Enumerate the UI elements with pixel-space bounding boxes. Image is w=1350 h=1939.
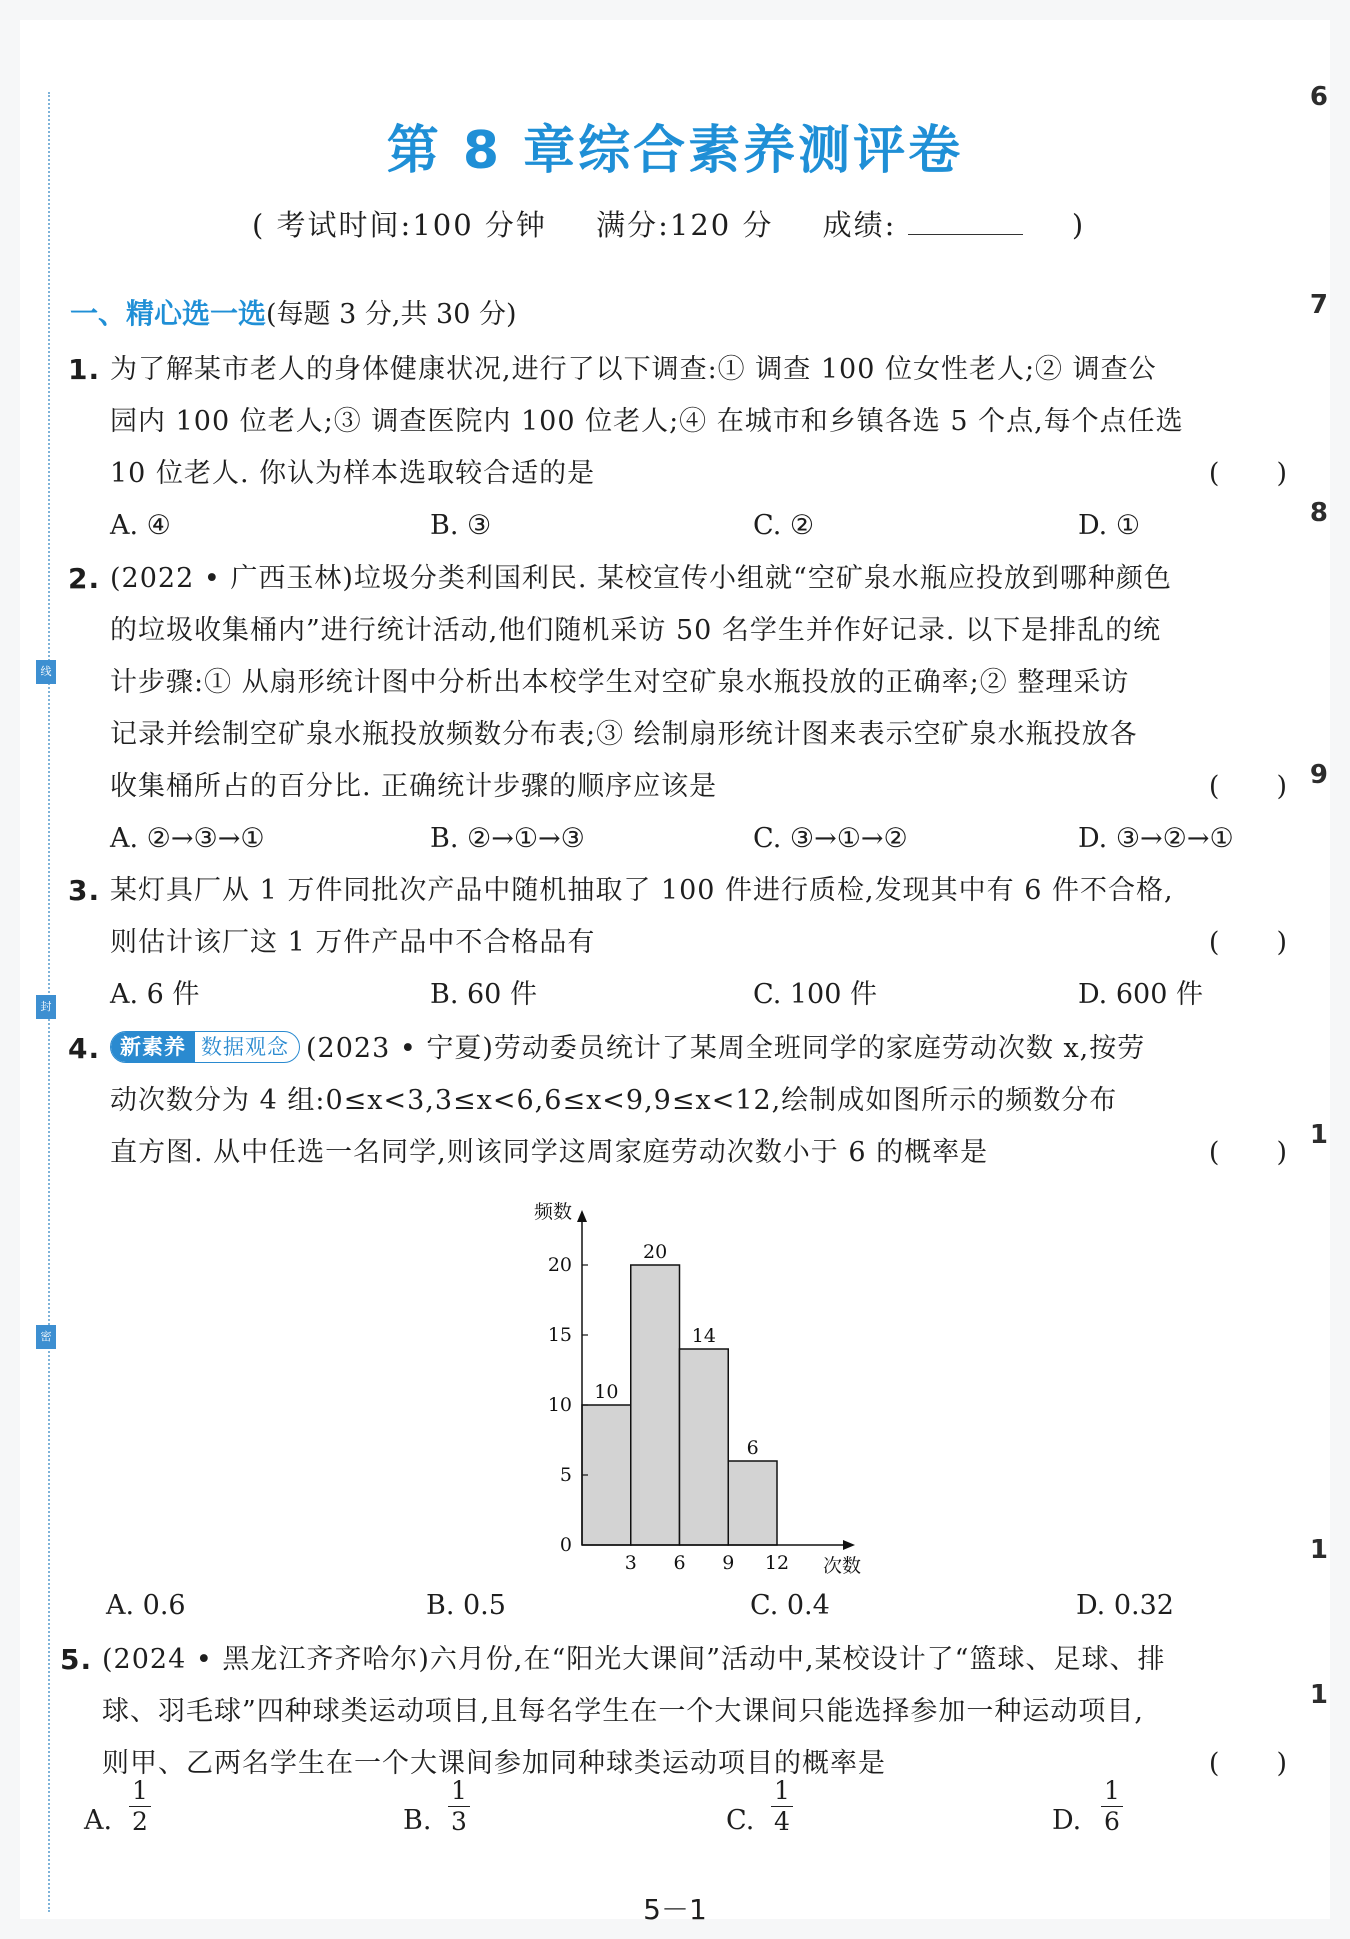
answer-parentheses[interactable]: ( ): [1208, 771, 1288, 802]
option-b[interactable]: B. 0.5: [426, 1590, 506, 1621]
info-close-paren: ): [1071, 208, 1086, 242]
x-axis-arrow: [843, 1540, 855, 1550]
option-a[interactable]: A. 0.6: [106, 1590, 186, 1621]
section-title: 一、精心选一选: [70, 297, 267, 330]
option-c[interactable]: C. 0.4: [750, 1590, 830, 1621]
bar-value-label: 14: [691, 1325, 716, 1347]
margin-marker: 封: [36, 995, 56, 1019]
histogram-bar: [582, 1405, 631, 1545]
histogram-bar: [728, 1461, 777, 1545]
question-number: 4.: [68, 1032, 101, 1065]
next-page-edge-digit: 1: [1309, 1120, 1328, 1150]
question-text-line: 计步骤:① 从扇形统计图中分析出本校学生对空矿泉水瓶投放的正确率;② 整理采访: [110, 667, 1130, 698]
option-d[interactable]: D. ③→②→①: [1078, 823, 1234, 854]
next-page-edge-digit: 9: [1309, 760, 1328, 790]
option-c-letter[interactable]: C.: [726, 1805, 755, 1836]
bar-value-label: 10: [594, 1381, 619, 1403]
question-text-line: 园内 100 位老人;③ 调查医院内 100 位老人;④ 在城市和乡镇各选 5 个点,每个点任选: [110, 406, 1184, 437]
y-tick-label: 20: [547, 1254, 572, 1276]
info-open-paren: (: [252, 208, 266, 242]
grade-blank[interactable]: [908, 208, 1023, 235]
y-tick-label: 5: [559, 1464, 572, 1486]
section-heading: [70, 292, 517, 332]
question-2: [68, 553, 1288, 865]
option-a[interactable]: A. 6 件: [110, 979, 200, 1010]
section-note: (每题 3 分,共 30 分): [266, 299, 517, 330]
margin-marker: 密: [36, 1325, 56, 1349]
margin-marker: 线: [36, 660, 56, 684]
fraction-numerator: 1: [132, 1776, 148, 1805]
x-axis-label: 次数: [823, 1555, 862, 1577]
y-tick-label: 15: [547, 1324, 572, 1346]
question-text-line: 为了解某市老人的身体健康状况,进行了以下调查:① 调查 100 位女性老人;② 调查公: [110, 354, 1157, 385]
option-b-letter[interactable]: B.: [403, 1805, 432, 1836]
x-tick-label: 9: [722, 1552, 735, 1574]
x-tick-label: 3: [624, 1552, 637, 1574]
y-tick-label: 0: [559, 1534, 572, 1556]
question-text-line: (2022 • 广西玉林)垃圾分类利国利民. 某校宣传小组就“空矿泉水瓶应投放到哪种颜色: [110, 563, 1172, 594]
question-text-line: 记录并绘制空矿泉水瓶投放频数分布表;③ 绘制扇形统计图来表示空矿泉水瓶投放各: [110, 719, 1138, 750]
question-number: 1.: [68, 353, 101, 386]
option-b[interactable]: B. 60 件: [430, 979, 537, 1010]
exam-grade-label: 成绩:: [822, 208, 897, 242]
option-d-letter[interactable]: D.: [1052, 1805, 1082, 1836]
option-d[interactable]: D. 0.32: [1076, 1590, 1174, 1621]
answer-parentheses[interactable]: ( ): [1208, 1137, 1288, 1168]
option-b-fraction[interactable]: [451, 1776, 467, 1837]
badge-secondary-label: 数据观念: [201, 1034, 289, 1059]
question-text-content: (2023 • 宁夏)劳动委员统计了某周全班同学的家庭劳动次数 x,按劳: [306, 1033, 1146, 1064]
question-text-line: 则甲、乙两名学生在一个大课间参加同种球类运动项目的概率是: [102, 1748, 886, 1779]
question-text-line: 则估计该厂这 1 万件产品中不合格品有: [110, 927, 596, 958]
y-axis-arrow: [577, 1210, 587, 1222]
exam-full-score: 满分:120 分: [596, 208, 774, 242]
question-text-line: 动次数分为 4 组:0≤x<3,3≤x<6,6≤x<9,9≤x<12,绘制成如图所示的频数分布: [110, 1085, 1118, 1116]
question-number: 2.: [68, 562, 101, 595]
page-title: 第 8 章综合素养测评卷: [386, 121, 964, 181]
next-page-edge-digit: 7: [1309, 290, 1328, 320]
x-tick-label: 12: [764, 1552, 790, 1574]
exam-time: 考试时间:100 分钟: [276, 208, 547, 242]
next-page-edge-digit: 6: [1309, 82, 1328, 112]
next-page-edge-digit: 1: [1309, 1680, 1328, 1710]
fraction-denominator: 3: [451, 1807, 467, 1836]
option-c[interactable]: C. ③→①→②: [753, 823, 908, 854]
option-c[interactable]: C. 100 件: [753, 979, 877, 1010]
bar-value-label: 6: [746, 1437, 759, 1459]
option-c-fraction[interactable]: [774, 1776, 790, 1837]
exam-info: [252, 203, 1085, 244]
histogram-bar: [680, 1349, 729, 1545]
option-c[interactable]: C. ②: [753, 510, 815, 541]
question-3: [68, 865, 1288, 1021]
question-number: 3.: [68, 874, 101, 907]
question-5: [60, 1634, 1288, 1790]
fraction-denominator: 4: [774, 1807, 790, 1836]
question-text-line: 收集桶所占的百分比. 正确统计步骤的顺序应该是: [110, 771, 718, 802]
fraction-numerator: 1: [451, 1776, 467, 1805]
question-1: [68, 344, 1288, 552]
fraction-denominator: 2: [132, 1807, 148, 1836]
y-axis-label: 频数: [533, 1201, 572, 1223]
answer-parentheses[interactable]: ( ): [1208, 1748, 1288, 1779]
option-a[interactable]: A. ④: [110, 510, 171, 541]
next-page-edge-digit: 1: [1309, 1535, 1328, 1565]
question-number: 5.: [60, 1643, 93, 1676]
answer-parentheses[interactable]: ( ): [1208, 458, 1288, 489]
question-text-line: 的垃圾收集桶内”进行统计活动,他们随机采访 50 名学生并作好记录. 以下是排乱的统: [110, 615, 1162, 646]
question-text-line: 球、羽毛球”四种球类运动项目,且每名学生在一个大课间只能选择参加一种运动项目,: [102, 1696, 1144, 1727]
question-4-options: [68, 1580, 1288, 1632]
question-text-line: 直方图. 从中任选一名同学,则该同学这周家庭劳动次数小于 6 的概率是: [110, 1137, 989, 1168]
literacy-badge: [110, 1031, 300, 1063]
x-tick-label: 6: [673, 1552, 686, 1574]
option-a-fraction[interactable]: [132, 1776, 148, 1837]
question-text-line: 某灯具厂从 1 万件同批次产品中随机抽取了 100 件进行质检,发现其中有 6 件不合格,: [110, 875, 1174, 906]
frequency-histogram: [490, 1190, 870, 1590]
page-number: 5－1: [643, 1893, 707, 1926]
question-text-line: (2024 • 黑龙江齐齐哈尔)六月份,在“阳光大课间”活动中,某校设计了“篮球、足球、排: [102, 1644, 1166, 1675]
fraction-denominator: 6: [1104, 1807, 1120, 1836]
bar-value-label: 20: [643, 1241, 668, 1263]
next-page-edge-digit: 8: [1309, 498, 1328, 528]
y-tick-label: 10: [547, 1394, 572, 1416]
exam-page: [20, 20, 1330, 1926]
answer-parentheses[interactable]: ( ): [1208, 927, 1288, 958]
option-a-letter[interactable]: A.: [84, 1805, 113, 1836]
option-b[interactable]: B. ②→①→③: [430, 823, 585, 854]
option-a[interactable]: A. ②→③→①: [110, 823, 265, 854]
question-text-line: 10 位老人. 你认为样本选取较合适的是: [110, 458, 596, 489]
fraction-numerator: 1: [774, 1776, 790, 1805]
question-text-line: [110, 1023, 1145, 1075]
option-d-fraction[interactable]: [1104, 1776, 1120, 1837]
fraction-numerator: 1: [1104, 1776, 1120, 1805]
option-b[interactable]: B. ③: [430, 510, 492, 541]
histogram-bar: [631, 1265, 680, 1545]
option-d[interactable]: D. 600 件: [1078, 979, 1203, 1010]
question-4: [68, 1023, 1288, 1179]
option-d[interactable]: D. ①: [1078, 510, 1141, 541]
badge-primary-label: 新素养: [111, 1032, 195, 1062]
